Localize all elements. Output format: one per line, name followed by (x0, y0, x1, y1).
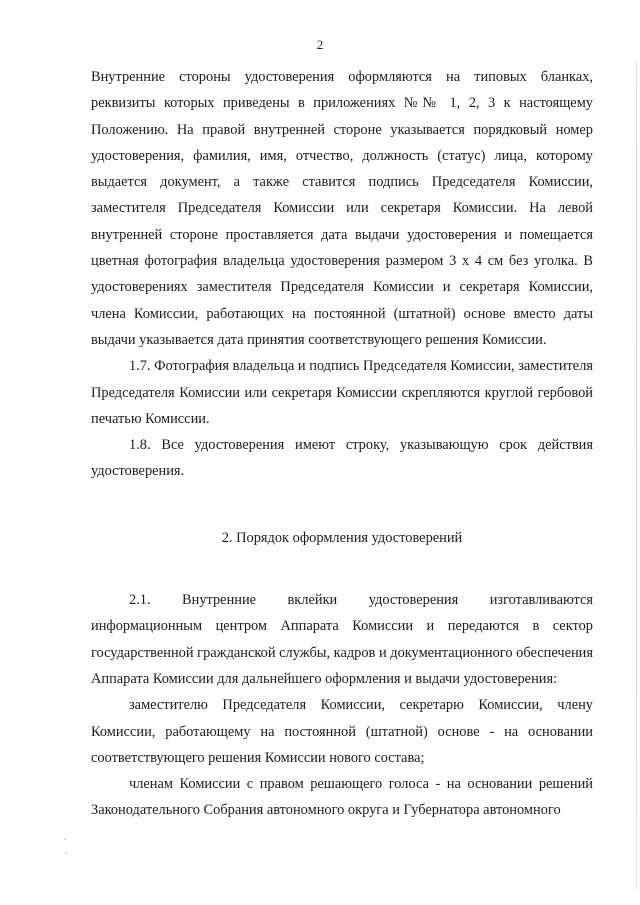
paragraph-inner-sides: Внутренние стороны удостоверения оформляются на типовых бланках, реквизиты которых приведены в приложениях №№ 1, 2, 3 к настоящему Положению. На правой внутренней стороне указывается порядковый номер удостоверения, фамилия, имя, отчество, должность (статус) лица, которому выдается документ, а также ставится подпись Председателя Комиссии, заместителя Председателя Комиссии или секретаря Комиссии. На левой внутренней стороне проставляется дата выдачи удостоверения и помещается цветная фотография владельца удостоверения размером 3 х 4 см без уголка. В удостоверениях заместителя Председателя Комиссии и секретаря Комиссии, члена Комиссии, работающих на постоянной (штатной) основе вместо даты выдачи указывается дата принятия соответствующего решения Комиссии. (91, 69, 593, 348)
section-heading-2: 2. Порядок оформления удостоверений (221, 529, 463, 546)
scan-edge-line (636, 60, 637, 890)
paragraph-1-7: 1.7. Фотография владельца и подпись Председателя Комиссии, заместителя Председателя Комиссии или секретаря Комиссии скрепляются круглой гербовой печатью Комиссии. (91, 358, 593, 427)
paragraph-members: членам Комиссии с правом решающего голоса - на основании решений Законодательного Собрания автономного округа и Губернатора автономного (91, 776, 593, 819)
scan-speck (64, 838, 66, 840)
scan-speck (65, 852, 67, 854)
paragraph-1-8: 1.8. Все удостоверения имеют строку, указывающую срок действия удостоверения. (91, 437, 593, 480)
page-number: 2 (316, 37, 324, 52)
paragraph-deputy: заместителю Председателя Комиссии, секретарю Комиссии, члену Комиссии, работающему на постоянной (штатной) основе - на основании соответствующего решения Комиссии нового состава; (91, 697, 593, 766)
paragraph-2-1: 2.1. Внутренние вклейки удостоверения изготавливаются информационным центром Аппарата Комиссии и передаются в сектор государственной гражданской службы, кадров и документационного обеспечения Аппарата Комиссии для дальнейшего оформления и выдачи удостоверения: (91, 592, 593, 687)
document-body (91, 64, 593, 824)
